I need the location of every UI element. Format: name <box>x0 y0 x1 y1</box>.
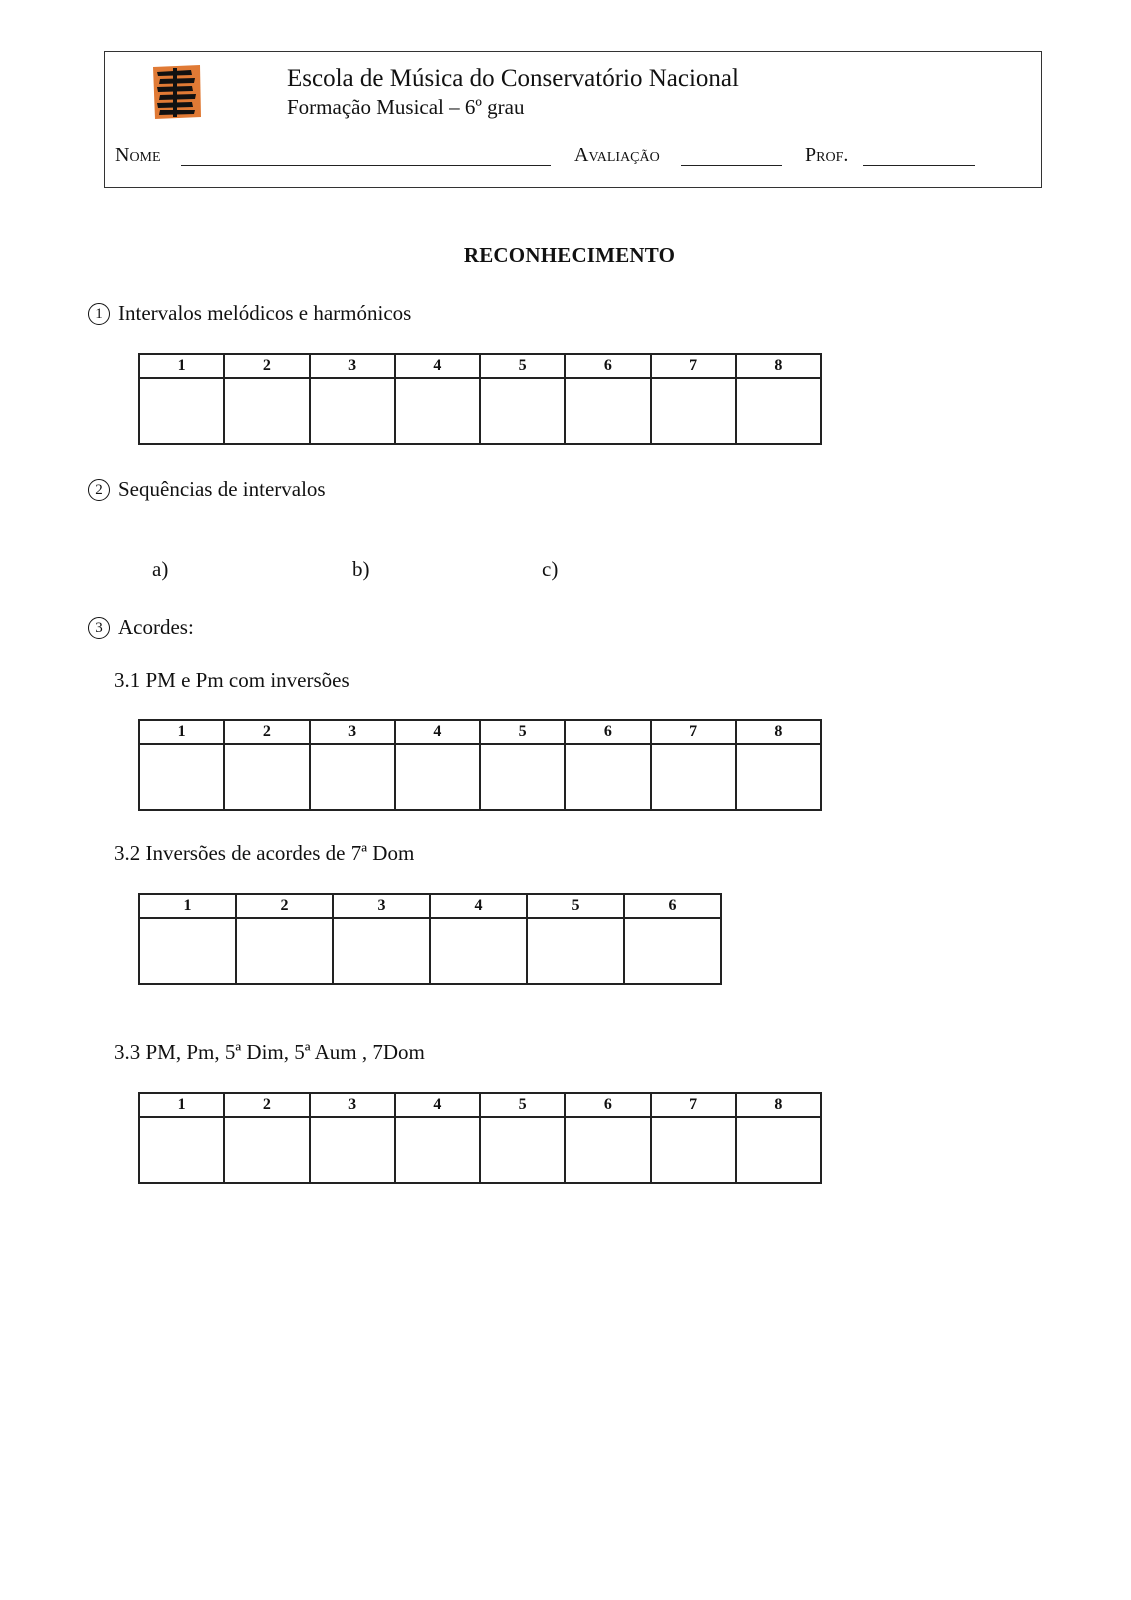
grid32-header: 5 <box>527 894 624 918</box>
grid33-header: 3 <box>310 1093 395 1117</box>
sequence-item-a: a) <box>152 557 169 581</box>
grid32-answer-cell[interactable] <box>333 918 430 984</box>
grid32-answer-cell[interactable] <box>139 918 236 984</box>
section3-title: Acordes: <box>118 615 194 639</box>
answer-grid-1 <box>138 353 822 445</box>
grid31-header: 7 <box>651 720 736 744</box>
grid33-header: 6 <box>565 1093 650 1117</box>
sequence-item-b: b) <box>352 557 370 581</box>
grid33-answer-cell[interactable] <box>224 1117 309 1183</box>
school-name: Escola de Música do Conservatório Nacional <box>287 65 739 92</box>
subsection-3-1-heading: 3.1 PM e Pm com inversões <box>114 668 350 692</box>
section2-heading <box>88 476 326 502</box>
grid31-header: 1 <box>139 720 224 744</box>
grid33-answer-cell[interactable] <box>480 1117 565 1183</box>
grid33-answer-cell[interactable] <box>310 1117 395 1183</box>
grid32-header: 6 <box>624 894 721 918</box>
grid1-header: 1 <box>139 354 224 378</box>
grid33-answer-cell[interactable] <box>395 1117 480 1183</box>
grid32-header: 2 <box>236 894 333 918</box>
grid31-header: 8 <box>736 720 821 744</box>
grid31-header: 6 <box>565 720 650 744</box>
grid31-header: 2 <box>224 720 309 744</box>
grid31-answer-cell[interactable] <box>480 744 565 810</box>
grid1-header: 8 <box>736 354 821 378</box>
grid33-header: 5 <box>480 1093 565 1117</box>
grid31-answer-cell[interactable] <box>736 744 821 810</box>
teacher-field[interactable] <box>863 143 975 166</box>
teacher-label: Prof. <box>805 144 849 166</box>
grid32-answer-cell[interactable] <box>430 918 527 984</box>
grid33-header: 4 <box>395 1093 480 1117</box>
grid1-answer-cell[interactable] <box>310 378 395 444</box>
answer-grid-3-3 <box>138 1092 822 1184</box>
name-label: Nome <box>115 144 161 166</box>
grid31-answer-cell[interactable] <box>310 744 395 810</box>
answer-grid-3-2 <box>138 893 722 985</box>
grid31-answer-cell[interactable] <box>395 744 480 810</box>
subsection-3-2-heading: 3.2 Inversões de acordes de 7ª Dom <box>114 841 415 865</box>
grid33-answer-cell[interactable] <box>139 1117 224 1183</box>
grid1-answer-cell[interactable] <box>480 378 565 444</box>
grid31-answer-cell[interactable] <box>139 744 224 810</box>
grid1-header: 6 <box>565 354 650 378</box>
grid31-answer-cell[interactable] <box>651 744 736 810</box>
answer-grid-3-1 <box>138 719 822 811</box>
sequence-item-c: c) <box>542 557 559 581</box>
grid33-answer-cell[interactable] <box>651 1117 736 1183</box>
course-level: Formação Musical – 6º grau <box>287 95 525 119</box>
section1-number: 1 <box>88 303 110 325</box>
grid1-answer-cell[interactable] <box>395 378 480 444</box>
grid33-answer-cell[interactable] <box>736 1117 821 1183</box>
grid1-answer-cell[interactable] <box>565 378 650 444</box>
grid31-answer-cell[interactable] <box>565 744 650 810</box>
grid1-answer-cell[interactable] <box>651 378 736 444</box>
header-box <box>104 51 1042 188</box>
grid1-header: 4 <box>395 354 480 378</box>
grid1-answer-cell[interactable] <box>224 378 309 444</box>
name-field[interactable] <box>181 143 551 166</box>
grid33-answer-cell[interactable] <box>565 1117 650 1183</box>
grid32-answer-cell[interactable] <box>624 918 721 984</box>
grid1-answer-cell[interactable] <box>736 378 821 444</box>
subsection-3-3-heading: 3.3 PM, Pm, 5ª Dim, 5ª Aum , 7Dom <box>114 1040 425 1064</box>
grid1-header: 3 <box>310 354 395 378</box>
school-logo-icon <box>151 64 203 120</box>
section2-title: Sequências de intervalos <box>118 477 326 501</box>
grid33-header: 8 <box>736 1093 821 1117</box>
section1-title: Intervalos melódicos e harmónicos <box>118 301 412 325</box>
grid1-header: 7 <box>651 354 736 378</box>
section1-heading <box>88 300 411 326</box>
grid33-header: 2 <box>224 1093 309 1117</box>
grid32-header: 3 <box>333 894 430 918</box>
grid31-answer-cell[interactable] <box>224 744 309 810</box>
grid31-header: 4 <box>395 720 480 744</box>
section2-number: 2 <box>88 479 110 501</box>
grid1-header: 2 <box>224 354 309 378</box>
evaluation-label: Avaliação <box>574 144 660 166</box>
grid31-header: 5 <box>480 720 565 744</box>
grid32-header: 1 <box>139 894 236 918</box>
grid33-header: 7 <box>651 1093 736 1117</box>
grid32-header: 4 <box>430 894 527 918</box>
grid1-header: 5 <box>480 354 565 378</box>
grid33-header: 1 <box>139 1093 224 1117</box>
grid1-answer-cell[interactable] <box>139 378 224 444</box>
grid32-answer-cell[interactable] <box>527 918 624 984</box>
grid32-answer-cell[interactable] <box>236 918 333 984</box>
evaluation-field[interactable] <box>681 143 782 166</box>
page-title: RECONHECIMENTO <box>463 243 676 267</box>
grid31-header: 3 <box>310 720 395 744</box>
section3-number: 3 <box>88 617 110 639</box>
section3-heading <box>88 614 194 640</box>
